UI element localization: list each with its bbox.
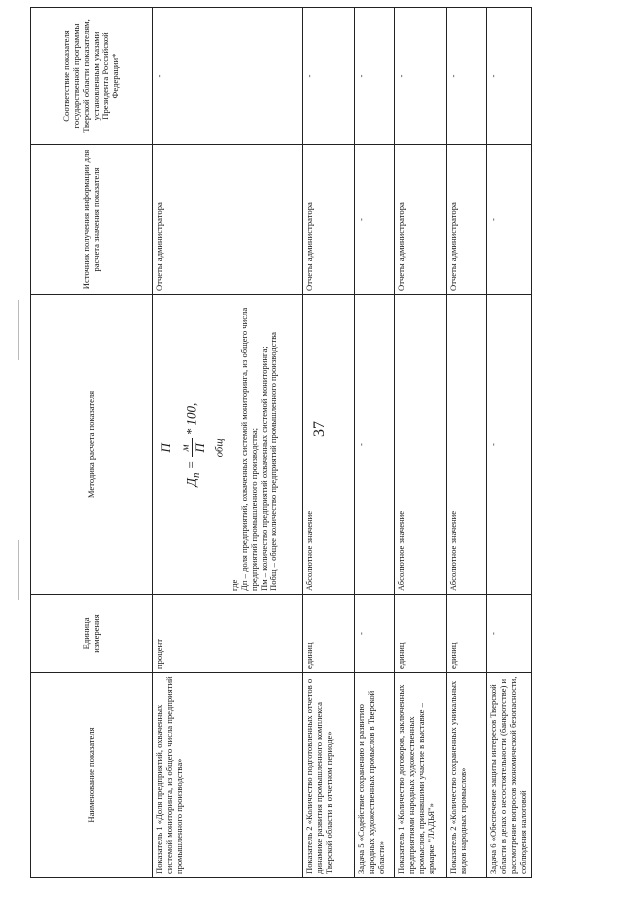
row-source: - <box>487 145 532 295</box>
row-method <box>153 295 303 595</box>
row-method: Абсолютное значение <box>395 295 447 595</box>
row-method: - <box>355 295 395 595</box>
row-unit: - <box>487 595 532 673</box>
method-line: Побщ – общее количество предприятий промышленного производства <box>268 332 279 591</box>
row-name: Показатель 2 «Количество сохраненных уникальных видов народных промыслов» <box>447 673 487 878</box>
row-name: Задача 5 «Содействие сохранению и развитию народных художественных промыслов в Тверской области» <box>355 673 395 878</box>
row-unit: единиц <box>395 595 447 673</box>
table-header-row <box>31 8 153 878</box>
header-name: Наименование показателя <box>31 673 153 878</box>
formula-denominator: П <box>191 443 207 453</box>
row-source: Отчеты администратора <box>153 145 303 295</box>
row-name: Показатель 1 «Доля предприятий, охваченных системой мониторинга, из общего числа предприятий промышленного производства» <box>153 673 303 878</box>
formula: $Д_п$ = П $_м$ П $_{общ}$ * 100, <box>158 402 226 487</box>
margin-mark <box>18 300 19 360</box>
method-line: Пм – количество предприятий охваченных системой мониторинга; <box>258 346 269 591</box>
row-unit: процент <box>153 595 303 673</box>
rotated-table-page <box>30 8 528 878</box>
row-compliance: - <box>447 8 487 145</box>
row-compliance: - <box>153 8 303 145</box>
table-row <box>355 8 395 878</box>
indicators-table <box>30 7 532 878</box>
table-row <box>487 8 532 878</box>
method-line: Дп – доля предприятий, охваченных системой мониторинга, из общего числа предприятий промышленного производства; <box>238 307 259 591</box>
row-source: Отчеты администратора <box>395 145 447 295</box>
formula-numerator: П <box>158 443 173 453</box>
formula-tail: * 100, <box>183 402 199 436</box>
row-method: Абсолютное значение <box>303 295 355 595</box>
row-compliance: - <box>355 8 395 145</box>
row-compliance: - <box>303 8 355 145</box>
method-where: где <box>228 579 239 591</box>
table-row <box>447 8 487 878</box>
row-method: - <box>487 295 532 595</box>
header-unit: Единица измерения <box>31 595 153 673</box>
row-compliance: - <box>395 8 447 145</box>
formula-lhs: Д <box>183 478 199 487</box>
row-name: Показатель 2 «Количество подготовленных отчетов о динамике развития промышленного комплекса Тверской области в отчетном периоде» <box>303 673 355 878</box>
row-source: Отчеты администратора <box>303 145 355 295</box>
row-unit: - <box>355 595 395 673</box>
page-number: 37 <box>311 421 328 437</box>
row-name: Показатель 1 «Количество договоров, заключенных предприятиями народных художественных промыслов, принявшими участие в выставке – ярмарке "ЛАДЬЯ"» <box>395 673 447 878</box>
header-compliance: Соответствие показателя государственной программы Тверской области показателям, установленным указами Президента Российской Федерации* <box>31 8 153 145</box>
margin-mark <box>18 540 19 600</box>
row-source: Отчеты администратора <box>447 145 487 295</box>
table-row <box>303 8 355 878</box>
row-unit: единиц <box>447 595 487 673</box>
header-source: Источник получения информации для расчета значения показателя <box>31 145 153 295</box>
row-compliance: - <box>487 8 532 145</box>
row-unit: единиц <box>303 595 355 673</box>
table-row <box>153 8 303 878</box>
header-method: Методика расчета показателя <box>31 295 153 595</box>
row-name: Задача 6 «Обеспечение защиты интересов Тверской области в делах о несостоятельности (банкротстве) и рассмотрение вопросов экономической безопасности, соблюдения налоговой <box>487 673 532 878</box>
formula-fraction: П $_м$ П $_{общ}$ <box>158 438 226 458</box>
row-source: - <box>355 145 395 295</box>
row-method: Абсолютное значение <box>447 295 487 595</box>
table-row <box>395 8 447 878</box>
